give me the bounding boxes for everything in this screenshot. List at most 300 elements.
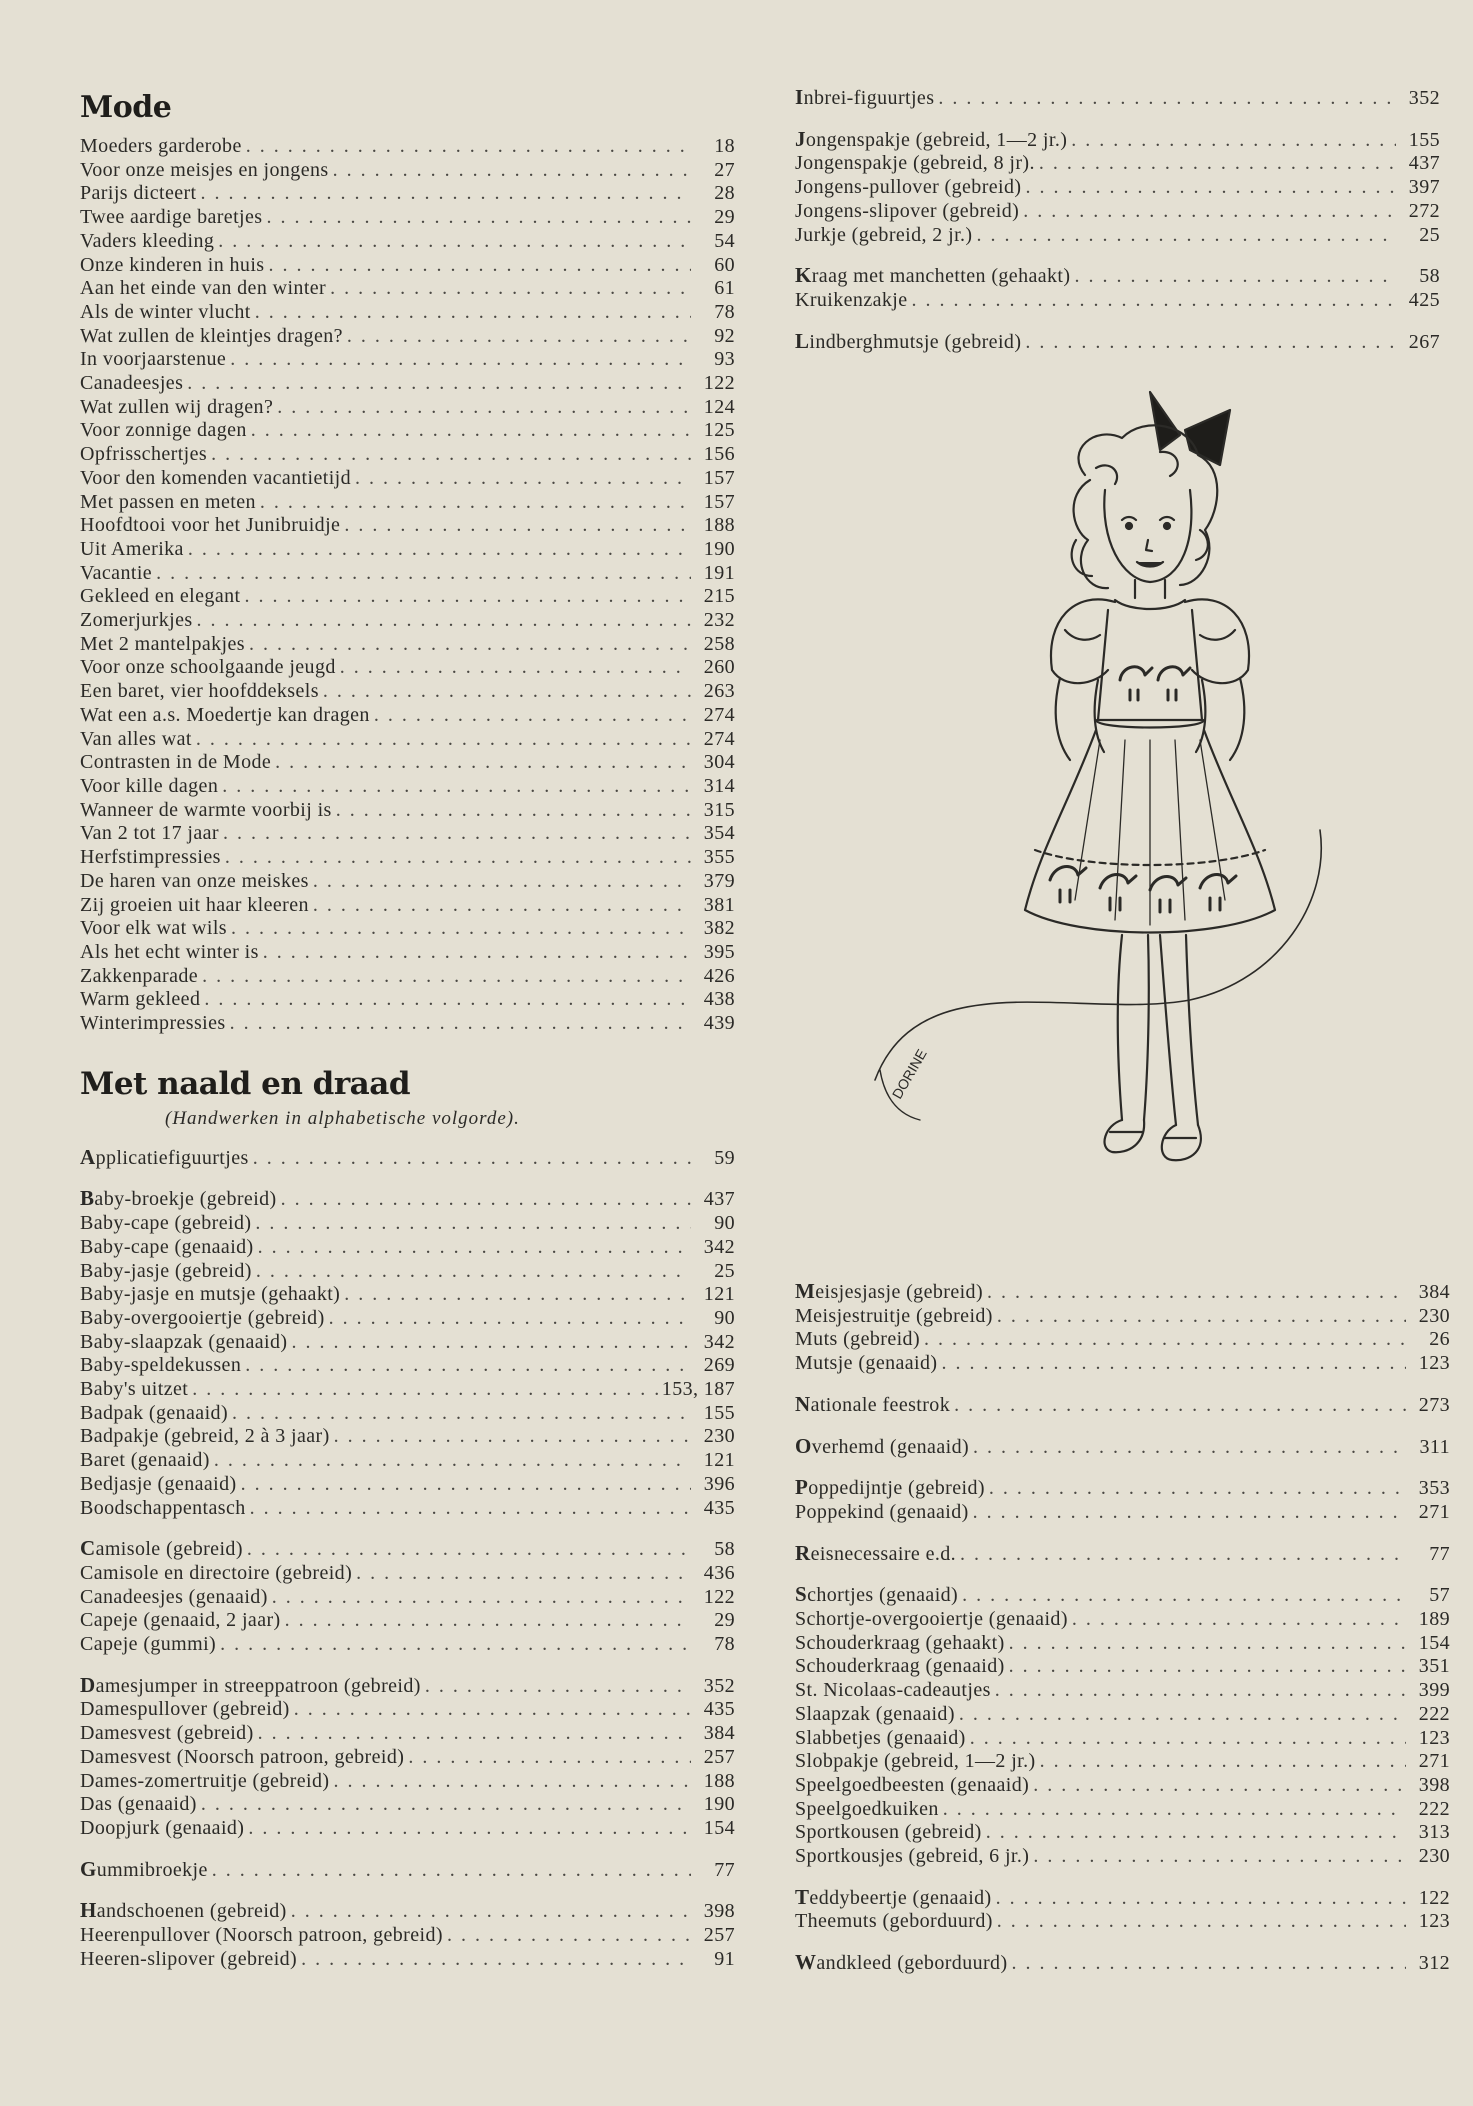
letter-group (795, 128, 1440, 248)
page-number: 58 (1419, 265, 1440, 288)
leader-dots (950, 1394, 1406, 1418)
index-entry (80, 491, 735, 515)
leader-dots (972, 224, 1396, 248)
leader-dots (443, 1924, 691, 1948)
entry-label: Meisjestruitje (gebreid) (795, 1304, 993, 1327)
entry-label: Overhemd (genaaid) (795, 1433, 970, 1458)
index-entry (80, 1331, 735, 1355)
entry-label: Moeders garderobe (80, 135, 242, 157)
page-number: 399 (1418, 1679, 1450, 1702)
entry-label: Dames-zomertruitje (gebreid) (80, 1769, 330, 1792)
leader-dots (993, 1305, 1406, 1329)
leader-dots (226, 348, 691, 372)
index-entry (795, 1910, 1450, 1934)
entry-label: Zomerjurkjes (80, 609, 193, 632)
entry-label: Slaapzak (genaaid) (795, 1702, 955, 1725)
page-number: 157 (703, 490, 735, 513)
leader-dots (251, 301, 691, 325)
page-number: 191 (703, 561, 735, 584)
entry-label: Boodschappentasch (80, 1496, 246, 1519)
page-number: 157 (703, 466, 735, 489)
leader-dots (325, 1307, 691, 1331)
index-entry (80, 728, 735, 752)
entry-label: In voorjaarstenue (80, 348, 227, 371)
index-entry (80, 894, 735, 918)
right-column-top (795, 86, 1440, 371)
page-number: 27 (714, 158, 735, 181)
page-number: 260 (703, 656, 735, 679)
leader-dots (242, 135, 691, 159)
leader-dots (277, 1188, 691, 1212)
entry-label: Gummibroekje (80, 1856, 208, 1881)
leader-dots (197, 1793, 691, 1817)
entry-label: Badpakje (gebreid, 2 à 3 jaar) (80, 1425, 330, 1448)
page-number: 397 (1408, 176, 1440, 199)
leader-dots (237, 1473, 691, 1497)
leader-dots (287, 1331, 691, 1355)
entry-label: Voor onze schoolgaande jeugd (80, 656, 336, 679)
entry-label: Baby-jasje en mutsje (gehaakt) (80, 1283, 341, 1306)
leader-dots (254, 1722, 691, 1746)
entry-label: De haren van onze meiskes (80, 869, 309, 892)
index-entry (795, 1703, 1450, 1727)
page-number: 354 (703, 822, 735, 845)
index-entry (80, 206, 735, 230)
entry-label: Baret (genaaid) (80, 1449, 210, 1472)
leader-dots (245, 633, 691, 657)
index-entry (795, 1393, 1450, 1418)
page-number: 28 (714, 182, 735, 205)
entry-label: Jongens-slipover (gebreid) (795, 199, 1020, 222)
index-entry (80, 1793, 735, 1817)
entry-label: Kraag met manchetten (gehaakt) (795, 263, 1071, 288)
leader-dots (192, 728, 691, 752)
leader-dots (920, 1328, 1406, 1352)
page-number: 29 (714, 206, 735, 229)
naald-index-left (80, 1146, 735, 1972)
letter-group (80, 1146, 735, 1171)
leader-dots (244, 1817, 691, 1841)
leader-dots (208, 1859, 691, 1883)
page-number: 230 (1418, 1304, 1450, 1327)
entry-label: Met passen en meten (80, 490, 256, 513)
index-entry (80, 846, 735, 870)
leader-dots (955, 1703, 1406, 1727)
page-number: 154 (1418, 1631, 1450, 1654)
page-number: 190 (703, 537, 735, 560)
leader-dots (993, 1910, 1406, 1934)
leader-dots (939, 1798, 1406, 1822)
index-entry (80, 775, 735, 799)
leader-dots (332, 799, 691, 823)
index-entry (795, 1821, 1450, 1845)
index-entry (795, 1542, 1450, 1567)
entry-label: Reisnecessaire e.d. (795, 1540, 957, 1565)
page-number: 258 (703, 632, 735, 655)
page-number: 90 (714, 1306, 735, 1329)
index-entry (795, 264, 1440, 289)
index-entry (795, 1583, 1450, 1608)
leader-dots (966, 1727, 1406, 1751)
index-entry (795, 128, 1440, 153)
leader-dots (221, 846, 691, 870)
index-entry (795, 1305, 1450, 1329)
page-number: 122 (703, 372, 735, 395)
page-number: 304 (703, 751, 735, 774)
index-entry (80, 1924, 735, 1948)
index-entry (80, 372, 735, 396)
entry-label: Wanneer de warmte voorbij is (80, 798, 332, 821)
index-entry (795, 1435, 1450, 1460)
entry-label: Onze kinderen in huis (80, 253, 265, 276)
index-entry (80, 1236, 735, 1260)
index-entry (80, 1260, 735, 1284)
page-number: 274 (703, 727, 735, 750)
leader-dots (1019, 200, 1396, 224)
entry-label: Als de winter vlucht (80, 300, 251, 323)
leader-dots (214, 230, 691, 254)
letter-group (795, 1542, 1450, 1567)
leader-dots (290, 1698, 691, 1722)
page-number: 381 (703, 893, 735, 916)
leader-dots (340, 1283, 691, 1307)
page-number: 384 (703, 1722, 735, 1745)
index-entry (80, 1746, 735, 1770)
page-number: 26 (1429, 1328, 1450, 1351)
letter-group (795, 1476, 1450, 1524)
girl-illustration (860, 380, 1380, 1210)
page-number: 315 (703, 798, 735, 821)
leader-dots (1036, 1750, 1406, 1774)
index-entry (80, 1674, 735, 1699)
leader-dots (256, 491, 691, 515)
index-entry (80, 1609, 735, 1633)
page-number: 436 (703, 1561, 735, 1584)
letter-group (80, 1187, 735, 1520)
page-number: 123 (1418, 1352, 1450, 1375)
entry-label: Gekleed en elegant (80, 585, 241, 608)
index-entry (795, 1886, 1450, 1911)
letter-group (795, 1393, 1450, 1418)
page-number: 123 (1418, 1910, 1450, 1933)
entry-label: Capeje (gummi) (80, 1633, 217, 1656)
entry-label: Theemuts (geborduurd) (795, 1910, 993, 1933)
entry-label: Badpak (genaaid) (80, 1401, 229, 1424)
page-number: 54 (714, 229, 735, 252)
entry-label: Jongens-pullover (gebreid) (795, 176, 1022, 199)
page-number: 154 (703, 1817, 735, 1839)
index-entry (795, 1951, 1450, 1976)
page-number: 274 (703, 703, 735, 726)
leader-dots (287, 1900, 691, 1924)
entry-label: Jongenspakje (gebreid, 1—2 jr.) (795, 126, 1068, 151)
index-entry (80, 419, 735, 443)
leader-dots (1008, 1952, 1406, 1976)
page-number: 125 (703, 419, 735, 442)
leader-dots (262, 206, 691, 230)
leader-dots (991, 1679, 1406, 1703)
page-number: 382 (703, 917, 735, 940)
leader-dots (330, 1425, 691, 1449)
leader-dots (197, 182, 691, 206)
index-entry (80, 135, 735, 159)
entry-label: Lindberghmutsje (gebreid) (795, 328, 1022, 353)
index-entry (80, 182, 735, 206)
index-entry (80, 159, 735, 183)
leader-dots (1067, 129, 1396, 153)
leader-dots (937, 1352, 1406, 1376)
leader-dots (200, 988, 691, 1012)
page-number: 156 (703, 443, 735, 466)
entry-label: Voor onze meisjes en jongens (80, 158, 329, 181)
index-entry (795, 1328, 1450, 1352)
entry-label: Voor zonnige dagen (80, 419, 247, 442)
page-number: 78 (714, 300, 735, 323)
index-entry (80, 1537, 735, 1562)
leader-dots (243, 1538, 691, 1562)
letter-group (80, 1858, 735, 1883)
entry-label: Speelgoedkuiken (795, 1797, 939, 1820)
entry-label: Sportkousjes (gebreid, 6 jr.) (795, 1845, 1030, 1868)
leader-dots (908, 289, 1396, 313)
letter-group (795, 330, 1440, 355)
page-number: 29 (714, 1609, 735, 1632)
entry-label: Slobpakje (gebreid, 1—2 jr.) (795, 1750, 1036, 1773)
page-number: 222 (1418, 1797, 1450, 1820)
leader-dots (934, 87, 1396, 111)
entry-label: Meisjesjasje (gebreid) (795, 1279, 984, 1303)
index-entry (80, 1586, 735, 1610)
entry-label: Aan het einde van den winter (80, 277, 327, 300)
leader-dots (251, 1212, 691, 1236)
entry-label: Contrasten in de Mode (80, 751, 272, 774)
leader-dots (216, 1633, 691, 1657)
entry-label: Slabbetjes (genaaid) (795, 1726, 966, 1749)
leader-dots (983, 1281, 1406, 1305)
entry-label: Warm gekleed (80, 988, 201, 1011)
letter-group (795, 264, 1440, 312)
entry-label: Sportkousen (gebreid) (795, 1821, 982, 1844)
entry-label: Baby-speldekussen (80, 1354, 242, 1377)
mode-index-list (80, 135, 735, 1036)
leader-dots (207, 443, 691, 467)
leader-dots (1070, 265, 1396, 289)
leader-dots (249, 1147, 691, 1171)
leader-dots (985, 1477, 1406, 1501)
entry-label: Handschoenen (gebreid) (80, 1898, 287, 1923)
page-number: 439 (703, 1012, 735, 1035)
leader-dots (193, 609, 691, 633)
leader-dots (370, 704, 691, 728)
index-entry (795, 1655, 1450, 1679)
entry-label: Wandkleed (geborduurd) (795, 1950, 1008, 1975)
entry-label: Voor kille dagen (80, 774, 219, 797)
entry-label: Muts (gebreid) (795, 1328, 921, 1351)
entry-label: Kruikenzakje (795, 288, 908, 311)
entry-label: Van 2 tot 17 jaar (80, 822, 219, 845)
entry-label: Baby-cape (gebreid) (80, 1212, 252, 1235)
entry-label: Opfrisschertjes (80, 443, 208, 466)
entry-label: Camisole (gebreid) (80, 1536, 243, 1561)
entry-label: Damesvest (Noorsch patroon, gebreid) (80, 1745, 405, 1768)
entry-label: Heerenpullover (Noorsch patroon, gebreid) (80, 1924, 443, 1947)
leader-dots (254, 1236, 691, 1260)
page-number: 435 (703, 1698, 735, 1721)
entry-label: Twee aardige baretjes (80, 206, 263, 229)
leader-dots (958, 1584, 1406, 1608)
leader-dots (969, 1436, 1406, 1460)
leader-dots (326, 277, 691, 301)
leader-dots (226, 1012, 691, 1036)
index-entry (80, 1402, 735, 1426)
page-number: 352 (1408, 87, 1440, 109)
page-number: 396 (703, 1472, 735, 1495)
page-number: 215 (703, 585, 735, 608)
entry-label: Vacantie (80, 561, 153, 584)
index-entry (80, 941, 735, 965)
entry-label: Baby-jasje (gebreid) (80, 1259, 252, 1282)
page-number: 188 (703, 1769, 735, 1792)
page-number: 438 (703, 988, 735, 1011)
page-number: 384 (1418, 1281, 1450, 1303)
leader-dots (241, 1354, 691, 1378)
entry-label: St. Nicolaas-cadeautjes (795, 1679, 991, 1702)
letter-group (795, 1951, 1450, 1976)
leader-dots (240, 585, 691, 609)
page-number: 232 (703, 609, 735, 632)
mode-section-title: Mode (80, 90, 172, 125)
index-entry (80, 1722, 735, 1746)
index-entry (795, 1727, 1450, 1751)
page-number: 59 (714, 1146, 735, 1169)
index-entry (795, 1280, 1450, 1305)
entry-label: Winterimpressies (80, 1012, 226, 1035)
entry-label: Mutsje (genaaid) (795, 1352, 938, 1375)
index-entry (795, 1750, 1450, 1774)
entry-label: Inbrei-figuurtjes (795, 85, 935, 109)
leader-dots (309, 894, 691, 918)
letter-group (795, 1886, 1450, 1934)
leader-dots (268, 1586, 691, 1610)
entry-label: Baby-cape (genaaid) (80, 1235, 254, 1258)
leader-dots (247, 419, 691, 443)
leader-dots (319, 680, 691, 704)
entry-label: Doopjurk (genaaid) (80, 1817, 245, 1839)
index-entry (795, 176, 1440, 200)
index-entry (80, 656, 735, 680)
page-number: 25 (1419, 223, 1440, 246)
page-number: 257 (703, 1745, 735, 1768)
leader-dots (1021, 176, 1396, 200)
page-number: 312 (1418, 1952, 1450, 1975)
index-entry (80, 965, 735, 989)
letter-group (80, 1537, 735, 1657)
index-entry (80, 1187, 735, 1212)
page-number: 122 (703, 1585, 735, 1608)
page-number: 267 (1408, 330, 1440, 353)
index-entry (80, 301, 735, 325)
entry-label: Applicatiefiguurtjes (80, 1144, 249, 1169)
page-number: 25 (714, 1259, 735, 1282)
page-number: 425 (1408, 288, 1440, 311)
leader-dots (264, 254, 691, 278)
leader-dots (183, 372, 691, 396)
index-entry (80, 1858, 735, 1883)
index-entry (80, 917, 735, 941)
index-entry (795, 1608, 1450, 1632)
letter-group (795, 1280, 1450, 1376)
page-number: 353 (1418, 1477, 1450, 1500)
leader-dots (227, 917, 691, 941)
leader-dots (351, 467, 691, 491)
page-number: 60 (714, 253, 735, 276)
index-entry (80, 1817, 735, 1841)
index-entry (80, 704, 735, 728)
page-number: 272 (1408, 199, 1440, 222)
page-number: 58 (714, 1538, 735, 1561)
index-entry (80, 396, 735, 420)
index-entry (795, 1476, 1450, 1501)
index-entry (80, 585, 735, 609)
index-entry (80, 1012, 735, 1036)
leader-dots (956, 1543, 1406, 1567)
entry-label: Jurkje (gebreid, 2 jr.) (795, 223, 973, 246)
page-number: 437 (703, 1188, 735, 1211)
leader-dots (329, 1770, 691, 1794)
leader-dots (218, 775, 691, 799)
entry-label: Voor den komenden vacantietijd (80, 466, 352, 489)
entry-label: Zakkenparade (80, 964, 199, 987)
index-entry (80, 680, 735, 704)
page-number: 437 (1408, 152, 1440, 175)
page-number: 352 (703, 1674, 735, 1697)
index-entry (80, 609, 735, 633)
index-entry (80, 1899, 735, 1924)
entry-label: Schouderkraag (gehaakt) (795, 1631, 1005, 1654)
page-number: 124 (703, 395, 735, 418)
leader-dots (1029, 1845, 1406, 1869)
leader-dots (210, 1449, 691, 1473)
page-number: 313 (1418, 1821, 1450, 1844)
entry-label: Baby-broekje (gebreid) (80, 1186, 277, 1211)
entry-label: Baby-overgooiertje (gebreid) (80, 1306, 325, 1329)
leader-dots (1005, 1632, 1406, 1656)
index-entry (80, 1497, 735, 1521)
letter-group (795, 86, 1440, 111)
page-number: 155 (1408, 128, 1440, 151)
page-number: 93 (714, 348, 735, 371)
leader-dots (1035, 152, 1396, 176)
entry-label: Hoofdtooi voor het Junibruidje (80, 514, 341, 537)
index-entry (80, 277, 735, 301)
entry-label: Een baret, vier hoofddeksels (80, 680, 319, 703)
entry-label: Das (genaaid) (80, 1793, 197, 1816)
entry-label: Capeje (genaaid, 2 jaar) (80, 1609, 281, 1632)
index-entry (795, 1774, 1450, 1798)
entry-label: Voor elk wat wils (80, 917, 227, 940)
entry-label: Jongenspakje (gebreid, 8 jr). (795, 152, 1035, 175)
leader-dots (352, 1562, 691, 1586)
entry-label: Schortje-overgooiertje (genaaid) (795, 1608, 1068, 1631)
index-entry (795, 152, 1440, 176)
index-entry (80, 822, 735, 846)
page-number: 189 (1418, 1608, 1450, 1631)
leader-dots (1005, 1655, 1406, 1679)
letter-group (795, 1583, 1450, 1868)
page-number: 435 (703, 1496, 735, 1519)
leader-dots (152, 562, 691, 586)
index-entry (80, 514, 735, 538)
